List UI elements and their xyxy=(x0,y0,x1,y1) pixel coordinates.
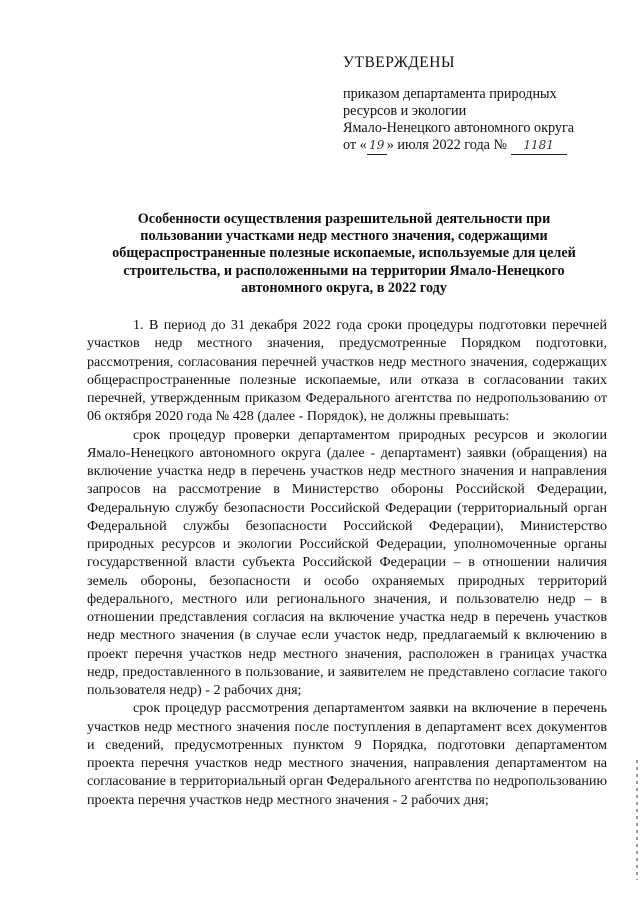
approval-line-2: ресурсов и экологии xyxy=(343,103,467,119)
document-body xyxy=(87,316,607,809)
approval-line-1: приказом департамента природных xyxy=(343,86,557,102)
paragraph-3: срок процедур рассмотрения департаментом заявки на включение в перечень участков недр местного значения после поступления в департамент всех документов и сведений, предусмотренных пунктом 9 Порядка, подготовки департаментом проекта перечня участков недр местного значения, направления департаментом на согласование в территориальный орган Федерального агентства по недропользованию проекта перечня участков недр местного значения - 2 рабочих дня; xyxy=(87,700,607,808)
handwritten-day: 19 xyxy=(367,137,387,155)
approval-heading: УТВЕРЖДЕНЫ xyxy=(343,54,455,71)
paragraph-1: 1. В период до 31 декабря 2022 года сроки процедуры подготовки перечней участков недр местного значения, предусмотренные Порядком подготовки, рассмотрения, согласования перечней участков недр местного значения, содержащих общераспространенные полезные ископаемые, или отказа в согласовании таких перечней, утвержденным приказом Федерального агентства по недропользованию от 06 октября 2020 года № 428 (далее - Порядок), не должны превышать: xyxy=(87,317,607,425)
approval-block xyxy=(343,54,603,155)
paragraph-2: срок процедур проверки департаментом природных ресурсов и экологии Ямало-Ненецкого автономного округа (далее - департамент) заявки (обращения) на включение участка недр в перечень участков недр местного значения и направления запросов на рассмотрение в Министерство обороны Российской Федерации, Федеральную службу безопасности Российской Федерации (территориальный орган Федеральной службы безопасности Российской Федерации), Министерство природных ресурсов и экологии Российской Федерации, уполномоченные органы государственной власти субъекта Российской Федерации – в отношении наличия земель обороны, безопасности и особо охраняемых природных территорий федерального, местного или регионального значения, и пользователю недр – в отношении представления согласия на включение участка недр в перечень участков недр местного значения (в случае если участок недр, предлагаемый к включению в проект перечня участков недр местного значения, расположен в границах участка недр, предоставленного в пользование, и заявителем не представлено согласие такого пользователя недр) - 2 рабочих дня; xyxy=(87,426,607,698)
date-prefix: от « xyxy=(343,137,367,153)
approval-date-line xyxy=(343,137,603,155)
document-title: Особенности осуществления разрешительной деятельности при пользовании участками недр местного значения, содержащими общераспространенные полезные ископаемые, используемые для целей строительства, и расположенными на территории Ямало-Ненецкого автономного округа, в 2022 году xyxy=(112,211,576,296)
date-middle: » июля 2022 года № xyxy=(386,137,508,153)
handwritten-order-number: 1181 xyxy=(511,137,567,155)
approval-line-3: Ямало-Ненецкого автономного округа xyxy=(343,120,575,136)
scan-edge-mark xyxy=(636,760,638,880)
